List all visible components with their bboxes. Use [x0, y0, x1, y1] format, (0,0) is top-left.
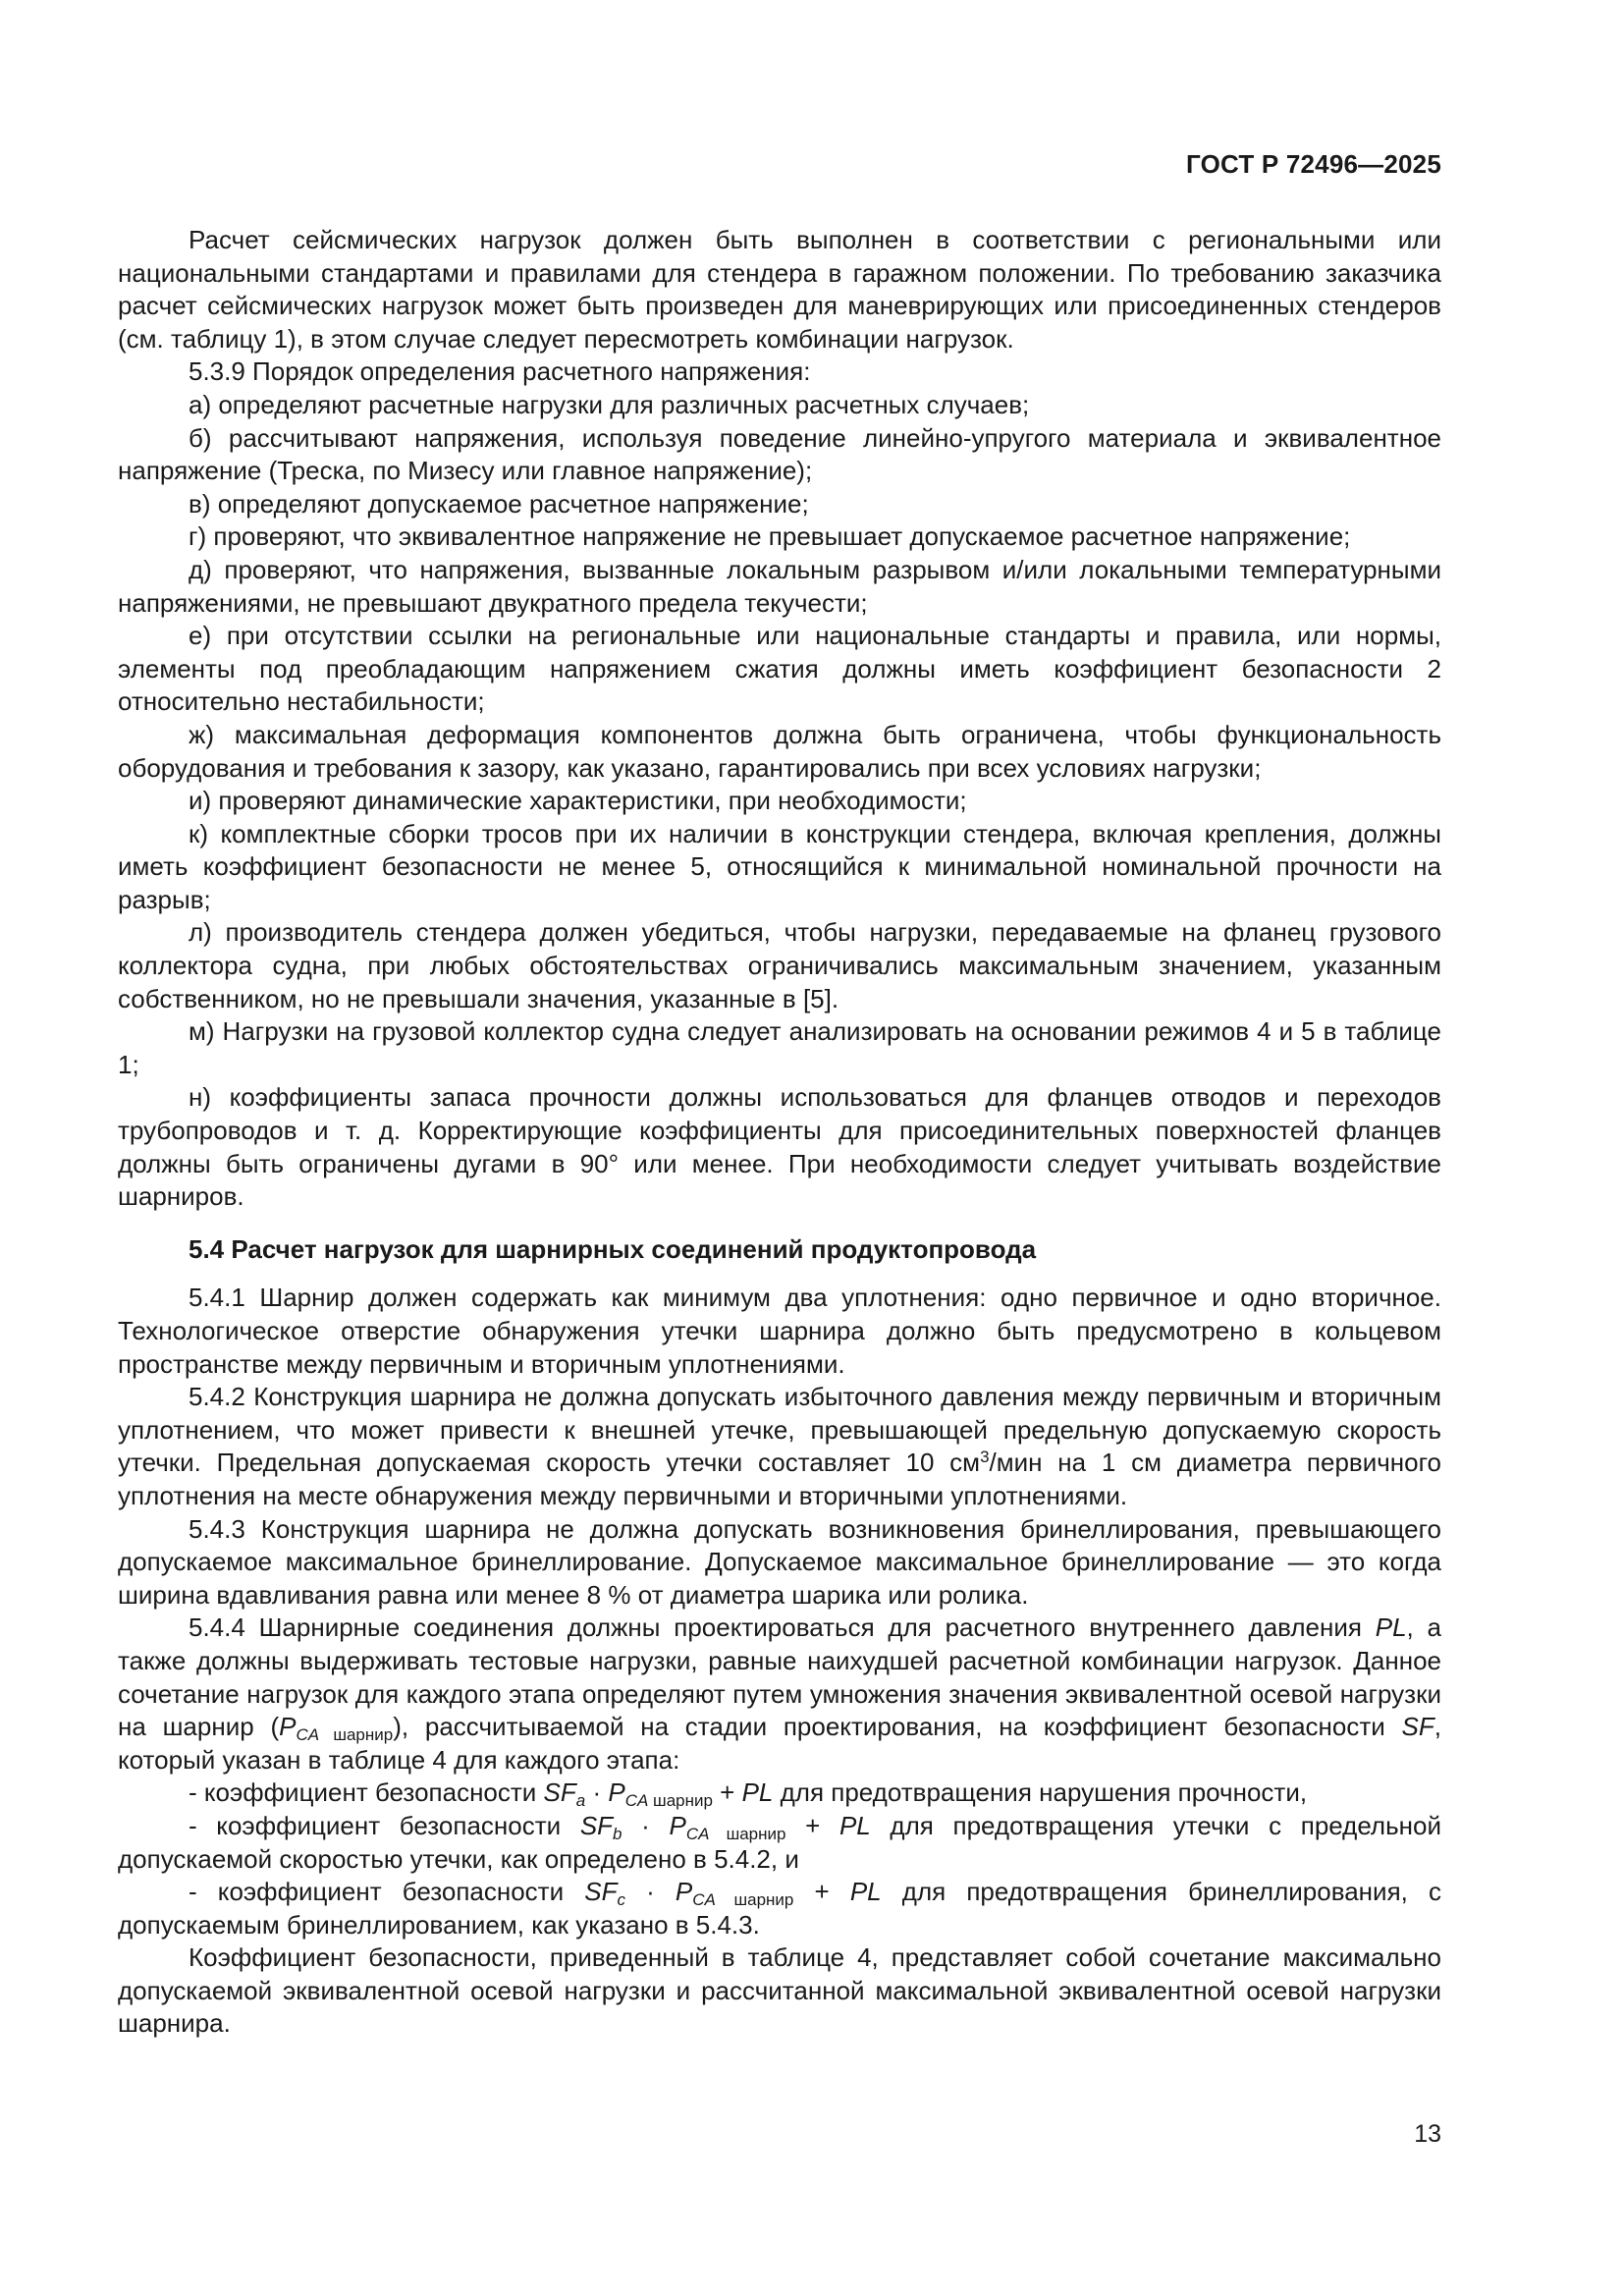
section-title-5-4: 5.4 Расчет нагрузок для шарнирных соединений продуктопровода: [189, 1233, 1037, 1264]
list-item-a: а) определяют расчетные нагрузки для различных расчетных случаев;: [189, 389, 1030, 419]
list-item-zh: ж) максимальная деформация компонентов должна быть ограничена, чтобы функциональность оборудования и требования к зазору, как указано, гарантировались при всех условиях нагрузки;: [118, 719, 1441, 783]
list-item-d: д) проверяют, что напряжения, вызванные локальным разрывом и/или локальными температурными напряжениями, не превышают двукратного предела текучести;: [118, 554, 1441, 618]
list-item-e: е) при отсутствии ссылки на региональные или национальные стандарты и правила, или нормы, элементы под преобладающим напряжением сжатия должны иметь коэффициент безопасности 2 относительно нестабильности;: [118, 621, 1441, 717]
page-number: 13: [1414, 2120, 1441, 2148]
list-item-b: б) рассчитывают напряжения, используя поведение линейно-упругого материала и эквивалентное напряжение (Треска, по Мизесу или главное напряжение);: [118, 422, 1441, 486]
list-item-l: л) производитель стендера должен убедиться, чтобы нагрузки, передаваемые на фланец грузового коллектора судна, при любых обстоятельствах ограничивались максимальным значением, указанным собственником, но не превышали значения, указанные в [5].: [118, 917, 1441, 1013]
paragraph-5-4-2: 5.4.2 Конструкция шарнира не должна допускать избыточного давления между первичным и вторичным уплотнением, что может привести к внешней утечке, превышающей предельную допускаемую скорость утечки. Предельная допускаемая скорость утечки составляет 10 $см^3$/мин на 1 см диаметра первичного уплотнения на месте обнаружения между первичными и вторичными уплотнениями.: [118, 1382, 1441, 1510]
list-item-n: н) коэффициенты запаса прочности должны использоваться для фланцев отводов и переходов трубопроводов и т. д. Корректирующие коэффициенты для присоединительных поверхностей фланцев должны быть ограничены дугами в 90° или менее. При необходимости следует учитывать воздействие шарниров.: [118, 1082, 1441, 1212]
bullet-strength: - коэффициент безопасности $SF_a \cdot P_{CA шарнир}$ + PL для предотвращения нарушения прочности,: [189, 1777, 1308, 1811]
paragraph-5-4-3: 5.4.3 Конструкция шарнира не должна допускать возникновения бринеллирования, превышающего допускаемое максимальное бринеллирование. Допускаемое максимальное бринеллирование — это когда ширина вдавливания равна или менее 8 % от диаметра шарика или ролика.: [118, 1513, 1441, 1610]
paragraph-seismic: Расчет сейсмических нагрузок должен быть выполнен в соответствии с региональными или национальными стандартами и правилами для стендера в гаражном положении. По требованию заказчика расчет сейсмических нагрузок может быть произведен для маневрирующих или присоединенных стендеров (см. таблицу 1), в этом случае следует пересмотреть комбинации нагрузок.: [118, 225, 1441, 354]
list-item-g: г) проверяют, что эквивалентное напряжение не превышает допускаемое расчетное напряжение;: [189, 521, 1351, 552]
paragraph-5-3-9: 5.3.9 Порядок определения расчетного напряжения:: [189, 356, 811, 387]
paragraph-5-4-1: 5.4.1 Шарнир должен содержать как минимум два уплотнения: одно первичное и одно вторичное. Технологическое отверстие обнаружения утечки шарнира должно быть предусмотрено в кольцевом пространстве между первичным и вторичным уплотнениями.: [118, 1283, 1441, 1379]
list-item-v: в) определяют допускаемое расчетное напряжение;: [189, 488, 809, 519]
paragraph-5-4-4: 5.4.4 Шарнирные соединения должны проектироваться для расчетного внутреннего давления PL, а также должны выдерживать тестовые нагрузки, равные наихудшей расчетной комбинации нагрузок. Данное сочетание нагрузок для каждого этапа определяют путем умножения значения эквивалентной осевой нагрузки на шарнир $(P_{CA шарнир})$, рассчитываемой на стадии проектирования, на коэффициент безопасности SF, который указан в таблице 4 для каждого этапа:: [118, 1613, 1442, 1775]
paragraph-safety-factor: Коэффициент безопасности, приведенный в таблице 4, представляет собой сочетание максимально допускаемой эквивалентной осевой нагрузки и рассчитанной максимальной эквивалентной осевой нагрузки шарнира.: [118, 1942, 1441, 2039]
list-item-m: м) Нагрузки на грузовой коллектор судна следует анализировать на основании режимов 4 и 5 в таблице 1;: [118, 1016, 1441, 1079]
bullet-leakage: - коэффициент безопасности $SF_b \cdot P_{CA шарнир}$ + PL для предотвращения утечки с предельной допускаемой скоростью утечки, как определено в 5.4.2, и: [118, 1810, 1441, 1874]
bullet-brinelling: - коэффициент безопасности $SF_c \cdot P_{CA шарнир}$ + PL для предотвращения бринеллирования, с допускаемым бринеллированием, как указано в 5.4.3.: [118, 1877, 1441, 1940]
document-body: [118, 224, 1441, 2041]
document-header: ГОСТ Р 72496—2025: [1186, 149, 1441, 179]
list-item-i: и) проверяют динамические характеристики, при необходимости;: [189, 786, 967, 816]
list-item-k: к) комплектные сборки тросов при их наличии в конструкции стендера, включая крепления, должны иметь коэффициент безопасности не менее 5, относящийся к минимальной номинальной прочности на разрыв;: [118, 818, 1441, 914]
